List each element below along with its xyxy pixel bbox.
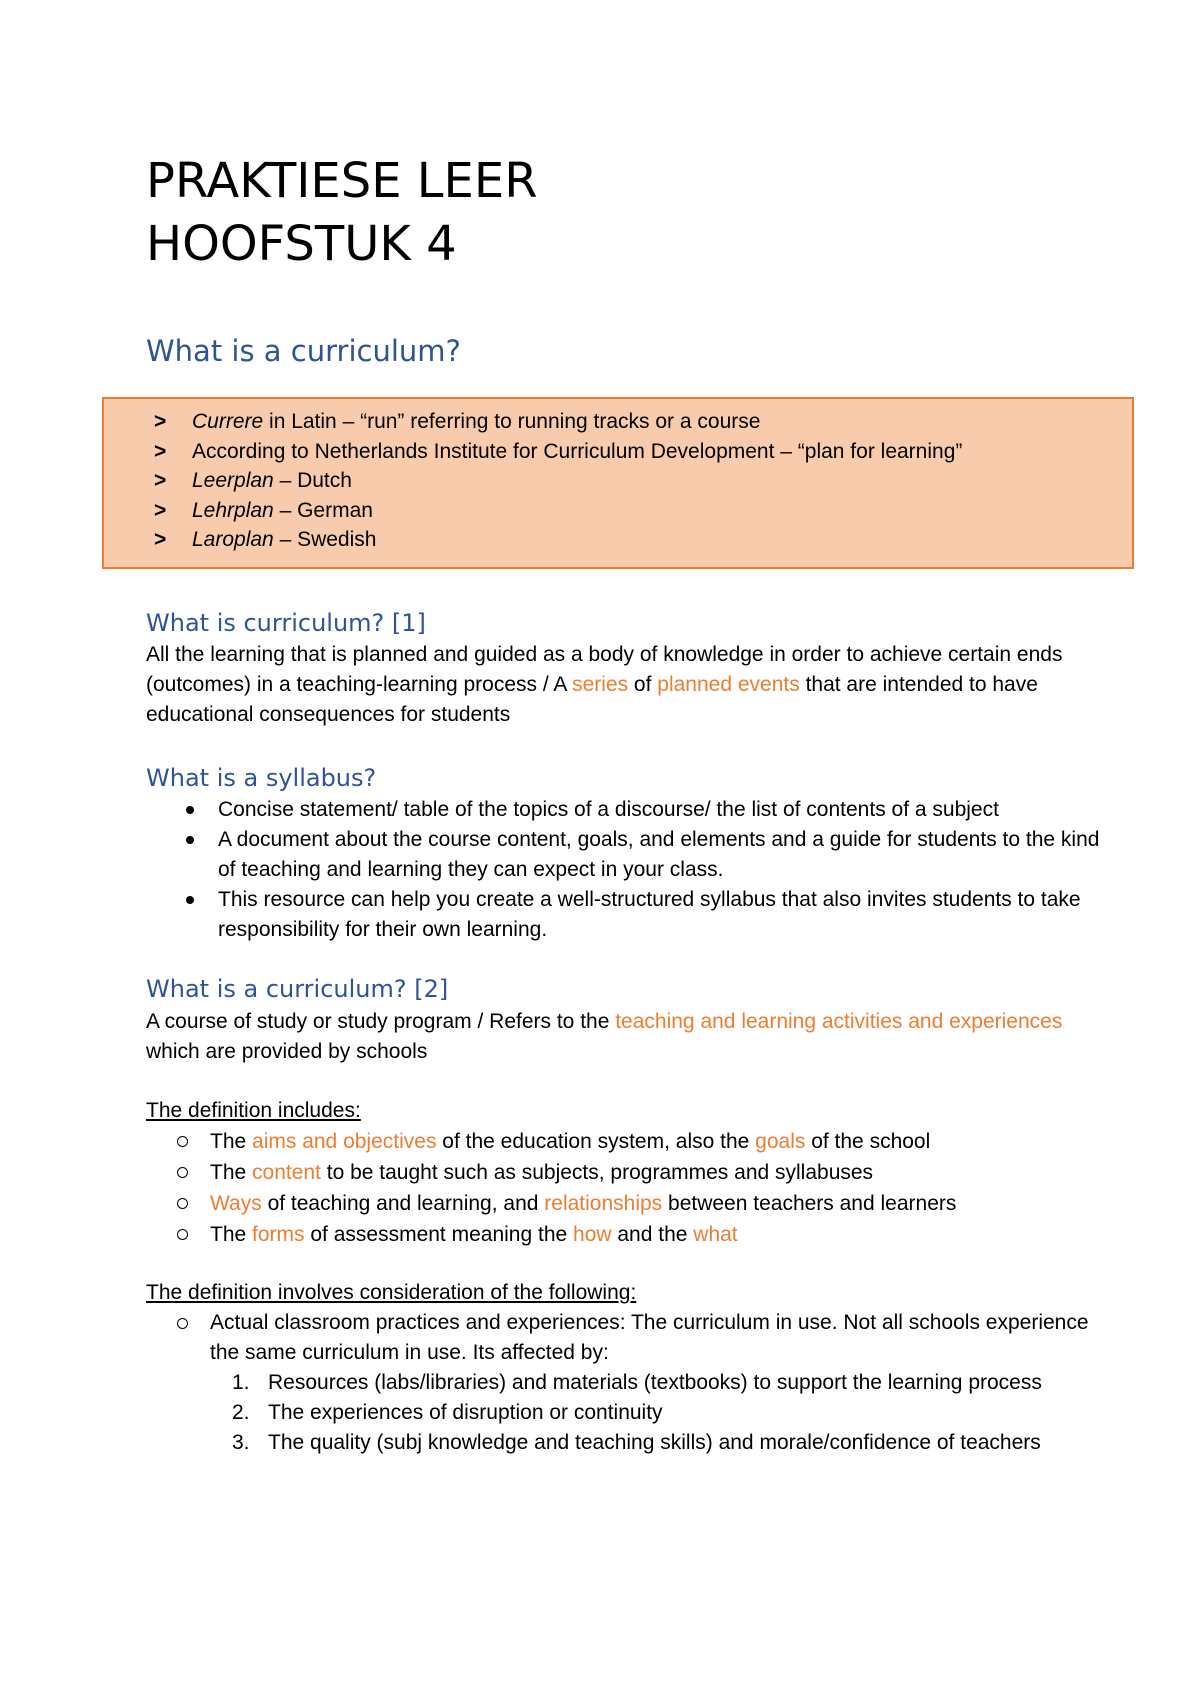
list-item: Concise statement/ table of the topics of a discourse/ the list of contents of a subject bbox=[146, 795, 1106, 825]
arrow-bullet-icon: > bbox=[154, 469, 167, 492]
arrow-bullet-icon: > bbox=[154, 410, 167, 433]
list-item: Ways of teaching and learning, and relationships between teachers and learners bbox=[146, 1188, 1106, 1219]
box-item: > Laroplan – Swedish bbox=[104, 525, 1132, 555]
heading-what-is-curriculum: What is a curriculum? bbox=[146, 334, 461, 368]
circle-bullet-icon bbox=[177, 1167, 188, 1178]
circle-bullet-icon bbox=[177, 1198, 188, 1209]
document-title bbox=[146, 150, 1046, 276]
numbered-item: 3. The quality (subj knowledge and teaching skills) and morale/confidence of teachers bbox=[232, 1431, 1041, 1454]
box-item: > Lehrplan – German bbox=[104, 496, 1132, 526]
arrow-bullet-icon: > bbox=[154, 439, 167, 463]
box-item: > According to Netherlands Institute for Curriculum Development – “plan for learning” bbox=[104, 437, 1132, 467]
circle-bullet-icon bbox=[177, 1229, 188, 1240]
includes-list bbox=[146, 1126, 1106, 1250]
box-item: > Leerplan – Dutch bbox=[104, 466, 1132, 496]
arrow-bullet-icon: > bbox=[154, 528, 167, 551]
numbered-item: 1. Resources (labs/libraries) and materials (textbooks) to support the learning process bbox=[232, 1371, 1042, 1394]
affected-by-list bbox=[210, 1368, 1106, 1458]
numbered-item: 2. The experiences of disruption or continuity bbox=[232, 1401, 663, 1424]
syllabus-list bbox=[146, 795, 1106, 945]
definition-involves-label: The definition involves consideration of the following: bbox=[146, 1281, 637, 1304]
bullet-icon bbox=[186, 836, 194, 844]
circle-bullet-icon bbox=[177, 1318, 188, 1329]
title-line-2: HOOFSTUK 4 bbox=[146, 216, 457, 272]
heading-curriculum-1: What is curriculum? [1] bbox=[146, 609, 426, 637]
circle-bullet-icon bbox=[177, 1136, 188, 1147]
heading-curriculum-2: What is a curriculum? [2] bbox=[146, 975, 449, 1003]
list-item: This resource can help you create a well-structured syllabus that also invites students to take responsibility for their own learning. bbox=[146, 885, 1106, 945]
list-item: The content to be taught such as subjects, programmes and syllabuses bbox=[146, 1157, 1106, 1188]
curriculum-2-paragraph: A course of study or study program / Refers to the teaching and learning activities and experiences which are provided by schools bbox=[146, 1010, 1063, 1063]
bullet-icon bbox=[186, 896, 194, 904]
etymology-box bbox=[102, 397, 1134, 569]
list-item: The forms of assessment meaning the how and the what bbox=[146, 1219, 1106, 1250]
box-item: > Currere in Latin – “run” referring to running tracks or a course bbox=[104, 407, 1132, 437]
list-item: The aims and objectives of the education system, also the goals of the school bbox=[146, 1126, 1106, 1157]
title-line-1: PRAKTIESE LEER bbox=[146, 153, 538, 209]
list-item: A document about the course content, goals, and elements and a guide for students to the kind of teaching and learning they can expect in your class. bbox=[146, 825, 1106, 885]
definition-includes-label: The definition includes: bbox=[146, 1099, 361, 1122]
curriculum-1-paragraph: All the learning that is planned and guided as a body of knowledge in order to achieve certain ends (outcomes) in a teaching-learning process / A series of planned events that are intended to have educational consequences for students bbox=[146, 643, 1063, 726]
involves-list bbox=[146, 1308, 1106, 1458]
list-item: Actual classroom practices and experiences: The curriculum in use. Not all schools experience the same curriculum in use. Its affected by: 1. Resources (labs/libraries) and materials (textbooks) to support the learning process 2. The experiences of disruption or continuity 3. The quality (subj knowledge and teaching skills) and morale/confidence of teachers bbox=[146, 1308, 1106, 1458]
bullet-icon bbox=[186, 806, 194, 814]
arrow-bullet-icon: > bbox=[154, 498, 167, 522]
heading-syllabus: What is a syllabus? bbox=[146, 764, 377, 792]
